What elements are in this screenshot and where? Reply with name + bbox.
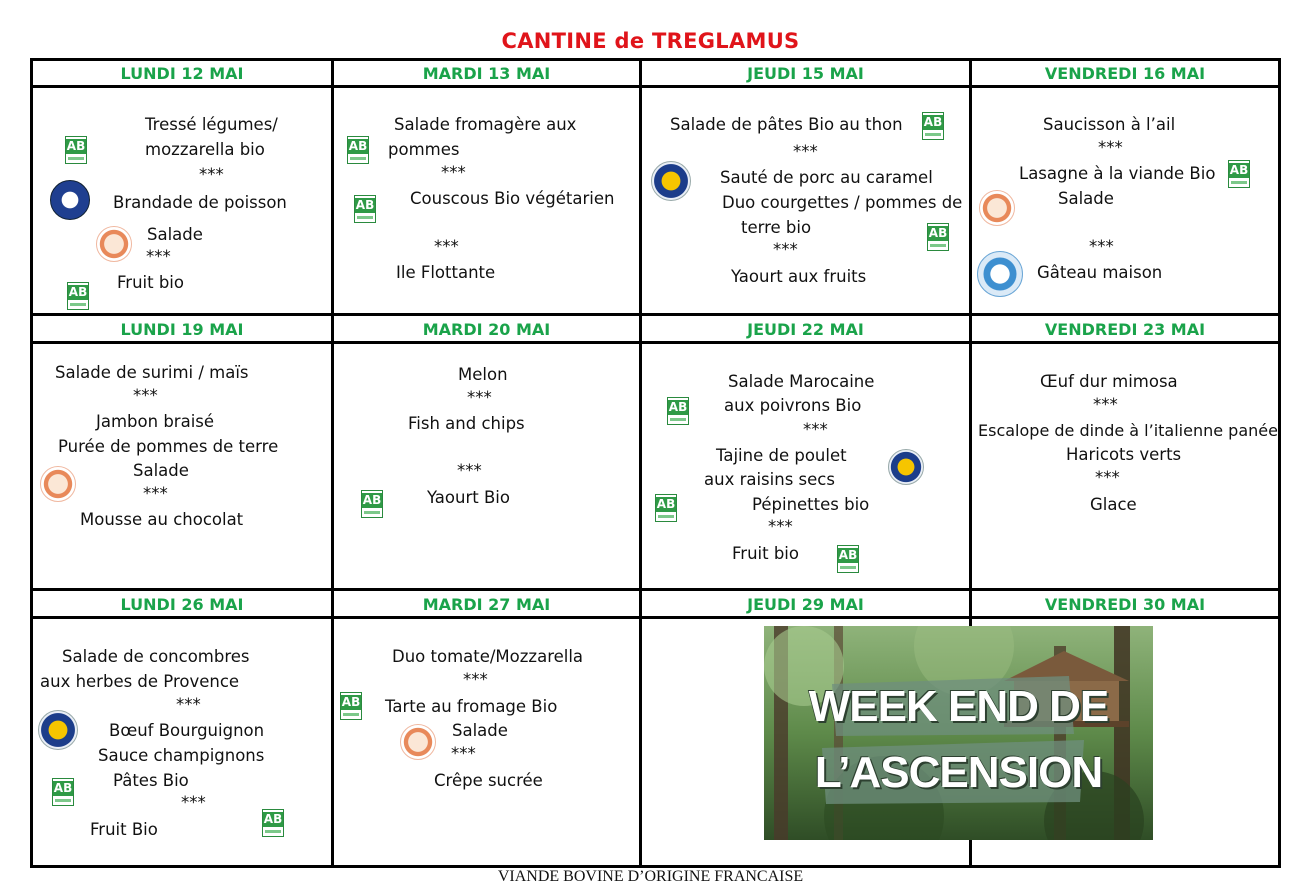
menu-item: Haricots verts (1066, 445, 1182, 464)
menu-separator: *** (1095, 468, 1120, 487)
menu-separator: *** (1089, 237, 1114, 256)
organic-ab-icon: AB (52, 778, 74, 806)
menu-separator: *** (457, 461, 482, 480)
menu-item: Pâtes Bio (113, 771, 189, 790)
menu-item: Escalope de dinde à l’italienne panée (978, 421, 1278, 440)
menu-separator: *** (793, 142, 818, 161)
menu-separator: *** (199, 165, 224, 184)
menu-item: Salade Marocaine (728, 372, 875, 391)
day-header: LUNDI 19 MAI (120, 320, 244, 339)
igp-label-icon (651, 161, 691, 201)
menu-item: Salade (147, 225, 203, 244)
menu-item: Tajine de poulet (716, 446, 847, 465)
menu-item: Salade de surimi / maïs (55, 363, 249, 382)
menu-item: terre bio (741, 218, 812, 237)
menu-separator: *** (133, 386, 158, 405)
day-header: MARDI 27 MAI (422, 595, 551, 614)
menu-separator: *** (146, 247, 171, 266)
igp-label-icon (888, 449, 924, 485)
forest-treehouse-image (764, 626, 1153, 840)
menu-item: Salade (133, 461, 189, 480)
day-header: JEUDI 29 MAI (747, 595, 864, 614)
menu-item: aux raisins secs (704, 470, 835, 489)
organic-ab-icon: AB (65, 136, 87, 164)
menu-item: Tarte au fromage Bio (385, 697, 558, 716)
menu-item: Gâteau maison (1037, 263, 1163, 282)
ascension-weekend-banner (764, 626, 1153, 840)
menu-separator: *** (768, 517, 793, 536)
menu-item: Duo tomate/Mozzarella (392, 647, 584, 666)
peche-durable-label-icon (50, 180, 90, 220)
day-header: LUNDI 26 MAI (120, 595, 244, 614)
menu-item: Sauce champignons (98, 746, 265, 765)
banner-title-line1: WEEK END DE (808, 682, 1109, 731)
banner-title-line2: L’ASCENSION (814, 748, 1103, 797)
day-header: VENDREDI 30 MAI (1044, 595, 1206, 614)
organic-ab-icon: AB (655, 494, 677, 522)
menu-separator: *** (467, 388, 492, 407)
menu-item: Duo courgettes / pommes de (722, 193, 963, 212)
organic-ab-icon: AB (347, 136, 369, 164)
menu-separator: *** (773, 240, 798, 259)
grid-border-left (30, 58, 33, 868)
page-title: CANTINE de TREGLAMUS (501, 29, 800, 53)
day-header: MARDI 13 MAI (422, 64, 551, 83)
day-header: VENDREDI 16 MAI (1044, 64, 1206, 83)
menu-item: Purée de pommes de terre (58, 437, 279, 456)
menu-item: Salade de pâtes Bio au thon (670, 115, 903, 134)
menu-separator: *** (143, 484, 168, 503)
grid-col-line-2 (639, 58, 642, 868)
menu-item: Fruit Bio (90, 820, 158, 839)
menu-item: Fruit bio (117, 273, 184, 292)
menu-item: Yaourt Bio (427, 488, 510, 507)
igp-label-icon (38, 710, 78, 750)
organic-ab-icon: AB (1228, 160, 1250, 188)
menu-item: aux poivrons Bio (724, 396, 862, 415)
menu-item: Yaourt aux fruits (731, 267, 867, 286)
organic-ab-icon: AB (667, 397, 689, 425)
bleu-blanc-coeur-label-icon (96, 226, 132, 262)
menu-item: Pépinettes bio (752, 495, 870, 514)
menu-separator: *** (176, 695, 201, 714)
menu-separator: *** (803, 420, 828, 439)
menu-item: Salade (1058, 189, 1114, 208)
menu-item: Ile Flottante (396, 263, 496, 282)
bleu-blanc-coeur-label-icon (400, 724, 436, 760)
menu-item: mozzarella bio (145, 140, 265, 159)
menu-item: Salade fromagère aux (394, 115, 577, 134)
menu-separator: *** (463, 670, 488, 689)
menu-item: Couscous Bio végétarien (410, 189, 615, 208)
menu-item: Sauté de porc au caramel (720, 168, 933, 187)
menu-separator: *** (434, 237, 459, 256)
menu-item: Mousse au chocolat (80, 510, 244, 529)
day-header: JEUDI 22 MAI (747, 320, 864, 339)
grid-border-right (1278, 58, 1281, 868)
menu-item: Œuf dur mimosa (1040, 372, 1178, 391)
menu-item: Lasagne à la viande Bio (1019, 164, 1216, 183)
footer-note: VIANDE BOVINE D’ORIGINE FRANCAISE (497, 868, 804, 885)
organic-ab-icon: AB (361, 490, 383, 518)
day-header: JEUDI 15 MAI (747, 64, 864, 83)
organic-ab-icon: AB (837, 545, 859, 573)
menu-item: Melon (458, 365, 508, 384)
menu-separator: *** (1093, 395, 1118, 414)
day-header: VENDREDI 23 MAI (1044, 320, 1206, 339)
organic-ab-icon: AB (262, 809, 284, 837)
menu-item: Bœuf Bourguignon (109, 721, 265, 740)
menu-item: Tressé légumes/ (145, 115, 278, 134)
organic-ab-icon: AB (67, 282, 89, 310)
grid-col-line-1 (331, 58, 334, 868)
fait-maison-label-icon (977, 251, 1023, 297)
menu-item: Crêpe sucrée (434, 771, 543, 790)
bleu-blanc-coeur-label-icon (40, 466, 76, 502)
menu-item: aux herbes de Provence (40, 672, 240, 691)
menu-item: Brandade de poisson (113, 193, 287, 212)
menu-item: Salade (452, 721, 508, 740)
menu-separator: *** (441, 163, 466, 182)
menu-item: Glace (1090, 495, 1137, 514)
menu-item: Saucisson à l’ail (1043, 115, 1176, 134)
day-header: MARDI 20 MAI (422, 320, 551, 339)
bleu-blanc-coeur-label-icon (979, 190, 1015, 226)
day-header: LUNDI 12 MAI (120, 64, 244, 83)
menu-item: Fish and chips (408, 414, 525, 433)
menu-item: pommes (388, 140, 460, 159)
menu-item: Jambon braisé (96, 412, 215, 431)
organic-ab-icon: AB (922, 112, 944, 140)
menu-separator: *** (1098, 138, 1123, 157)
menu-separator: *** (181, 793, 206, 812)
menu-separator: *** (451, 744, 476, 763)
organic-ab-icon: AB (340, 692, 362, 720)
organic-ab-icon: AB (354, 195, 376, 223)
organic-ab-icon: AB (927, 223, 949, 251)
menu-item: Salade de concombres (62, 647, 250, 666)
menu-item: Fruit bio (732, 544, 799, 563)
